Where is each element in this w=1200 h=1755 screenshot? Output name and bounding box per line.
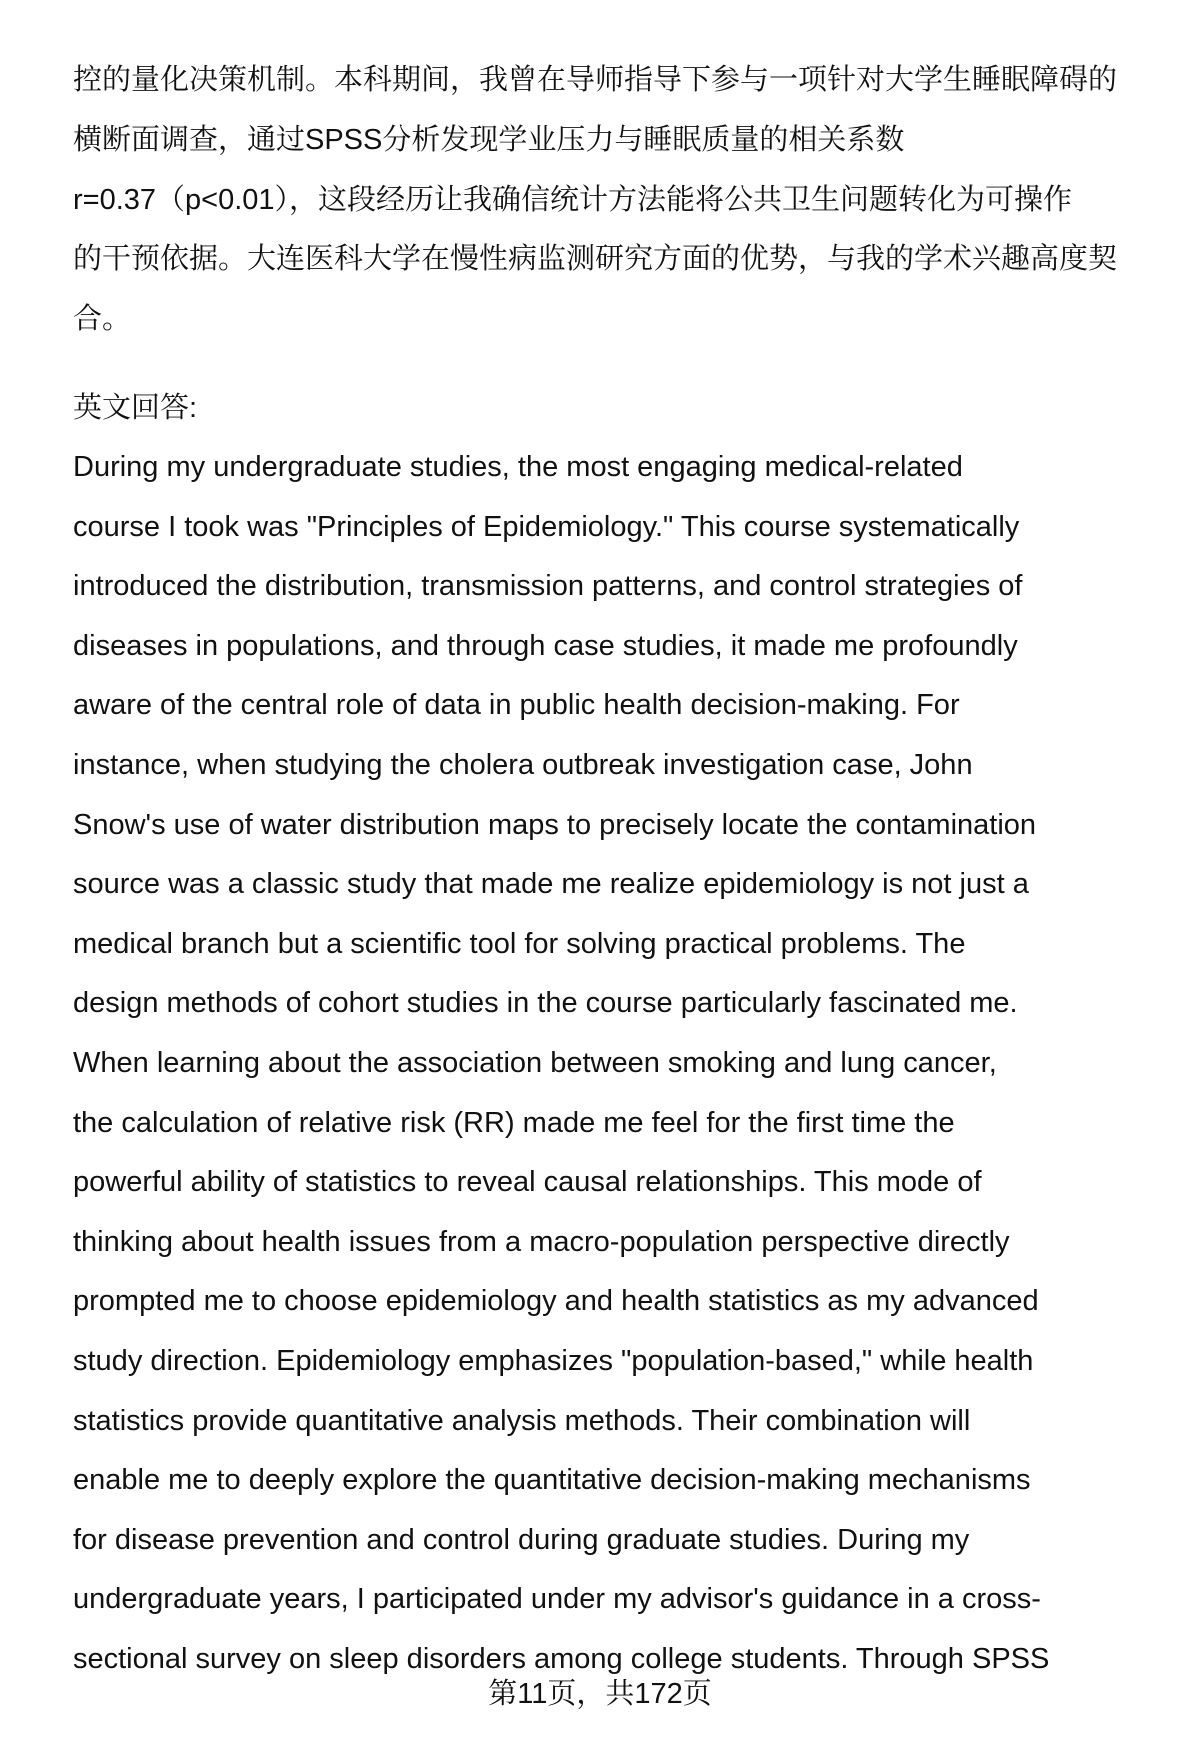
page-number-footer: 第11页，共172页 [488,1678,712,1710]
paragraph-line: design methods of cohort studies in the course particularly fascinated me. [73,987,1018,1020]
paragraph-line: 横断面调查，通过SPSS分析发现学业压力与睡眠质量的相关系数 [73,124,905,156]
paragraph-line: enable me to deeply explore the quantitative decision-making mechanisms [73,1464,1031,1497]
paragraph-line: course I took was "Principles of Epidemiology." This course systematically [73,510,1020,543]
paragraph-line: diseases in populations, and through case studies, it made me profoundly [73,629,1018,662]
paragraph-line: When learning about the association between smoking and lung cancer, [73,1047,997,1079]
paragraph-line: thinking about health issues from a macro-population perspective directly [73,1225,1010,1258]
paragraph-line: aware of the central role of data in public health decision-making. For [73,689,960,722]
paragraph-line: 的干预依据。大连医科大学在慢性病监测研究方面的优势，与我的学术兴趣高度契 [73,243,1118,275]
paragraph-line: for disease prevention and control during graduate studies. During my [73,1523,970,1556]
paragraph-line: the calculation of relative risk (RR) made me feel for the first time the [73,1106,955,1139]
paragraph-line: source was a classic study that made me realize epidemiology is not just a [73,868,1029,901]
paragraph-line: sectional survey on sleep disorders among college students. Through SPSS [73,1643,1050,1675]
paragraph-line: instance, when studying the cholera outbreak investigation case, John [73,749,973,781]
paragraph-line: During my undergraduate studies, the most engaging medical-related [73,451,963,483]
paragraph-line: introduced the distribution, transmission patterns, and control strategies of [73,570,1023,603]
paragraph-line: medical branch but a scientific tool for solving practical problems. The [73,927,966,960]
english-answer-heading: 英文回答: [73,392,198,424]
paragraph-line: undergraduate years, I participated under my advisor's guidance in a cross- [73,1583,1041,1616]
paragraph-line: study direction. Epidemiology emphasizes "population-based," while health [73,1345,1034,1377]
paragraph-line: 控的量化决策机制。本科期间，我曾在导师指导下参与一项针对大学生睡眠障碍的 [73,64,1118,96]
paragraph-line: 合。 [73,303,132,335]
paragraph-line: prompted me to choose epidemiology and health statistics as my advanced [73,1285,1039,1318]
paragraph-line: statistics provide quantitative analysis methods. Their combination will [73,1404,971,1437]
paragraph-line: powerful ability of statistics to reveal causal relationships. This mode of [73,1166,982,1199]
paragraph-line: r=0.37（p<0.01），这段经历让我确信统计方法能将公共卫生问题转化为可操作 [73,184,1073,216]
paragraph-line: Snow's use of water distribution maps to precisely locate the contamination [73,808,1037,841]
